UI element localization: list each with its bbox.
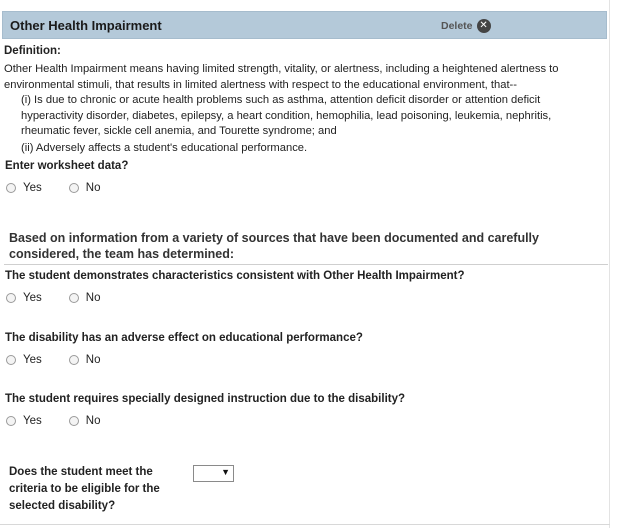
section-divider [4, 264, 608, 265]
question-2-radio-group [6, 354, 100, 366]
eligibility-label-line-2: criteria to be eligible for the [9, 483, 160, 495]
worksheet-no-option[interactable] [69, 182, 101, 194]
definition-line-1: Other Health Impairment means having limited strength, vitality, or alertness, including a heightened alertness to [4, 63, 559, 75]
question-2-no-option[interactable] [69, 354, 101, 366]
definition-item-1-line-2: hyperactivity disorder, diabetes, epilepsy, a heart condition, hemophilia, lead poisoning, leukemia, nephritis, [21, 109, 552, 122]
definition-item-2: (ii) Adversely affects a student's educational performance. [21, 142, 308, 154]
worksheet-radio-group [6, 182, 100, 194]
question-3-label: The student requires specially designed instruction due to the disability? [5, 393, 406, 405]
question-1-radio-group [6, 292, 100, 304]
radio-label: Yes [23, 354, 42, 366]
radio-button[interactable] [69, 355, 79, 365]
panel-title: Other Health Impairment [10, 18, 162, 33]
determination-heading-line-2: considered, the team has determined: [9, 247, 235, 261]
definition-title: Definition: [4, 45, 61, 57]
eligibility-label-line-3: selected disability? [9, 500, 116, 512]
definition-text [4, 62, 606, 93]
panel-header [2, 11, 607, 39]
delete-button[interactable] [441, 18, 491, 34]
eligibility-label [9, 464, 184, 515]
determination-heading-line-1: Based on information from a variety of sources that have been documented and carefully [9, 231, 539, 245]
radio-label: Yes [23, 182, 42, 194]
radio-label: No [85, 292, 101, 304]
question-1-label: The student demonstrates characteristics consistent with Other Health Impairment? [5, 270, 465, 282]
delete-label: Delete [441, 20, 473, 32]
radio-button[interactable] [69, 293, 79, 303]
eligibility-select[interactable] [193, 465, 234, 482]
radio-button[interactable] [69, 183, 79, 193]
radio-label: No [85, 182, 101, 194]
determination-heading [9, 230, 589, 262]
bottom-divider [0, 524, 610, 525]
close-circle-icon[interactable]: ✕ [477, 19, 491, 33]
dropdown-arrow-icon: ▼ [221, 467, 230, 477]
radio-button[interactable] [69, 416, 79, 426]
definition-line-2: environmental stimuli, that results in limited alertness with respect to the educational environment, that-- [4, 78, 518, 91]
question-2-yes-option[interactable] [6, 354, 42, 366]
radio-label: No [85, 354, 101, 366]
radio-label: Yes [23, 292, 42, 304]
definition-item-1-line-1: (i) Is due to chronic or acute health problems such as asthma, attention deficit disorder or attention deficit [21, 94, 541, 106]
definition-item-1 [21, 93, 601, 140]
question-1-no-option[interactable] [69, 292, 101, 304]
question-3-no-option[interactable] [69, 415, 101, 427]
radio-label: Yes [23, 415, 42, 427]
question-3-yes-option[interactable] [6, 415, 42, 427]
worksheet-yes-option[interactable] [6, 182, 42, 194]
radio-button[interactable] [6, 293, 16, 303]
radio-button[interactable] [6, 416, 16, 426]
radio-button[interactable] [6, 183, 16, 193]
worksheet-question: Enter worksheet data? [5, 160, 129, 172]
radio-button[interactable] [6, 355, 16, 365]
radio-label: No [85, 415, 101, 427]
eligibility-label-line-1: Does the student meet the [9, 466, 153, 478]
definition-item-1-line-3: rheumatic fever, sickle cell anemia, and Tourette syndrome; and [21, 125, 337, 137]
question-2-label: The disability has an adverse effect on educational performance? [5, 332, 363, 344]
question-1-yes-option[interactable] [6, 292, 42, 304]
question-3-radio-group [6, 415, 100, 427]
